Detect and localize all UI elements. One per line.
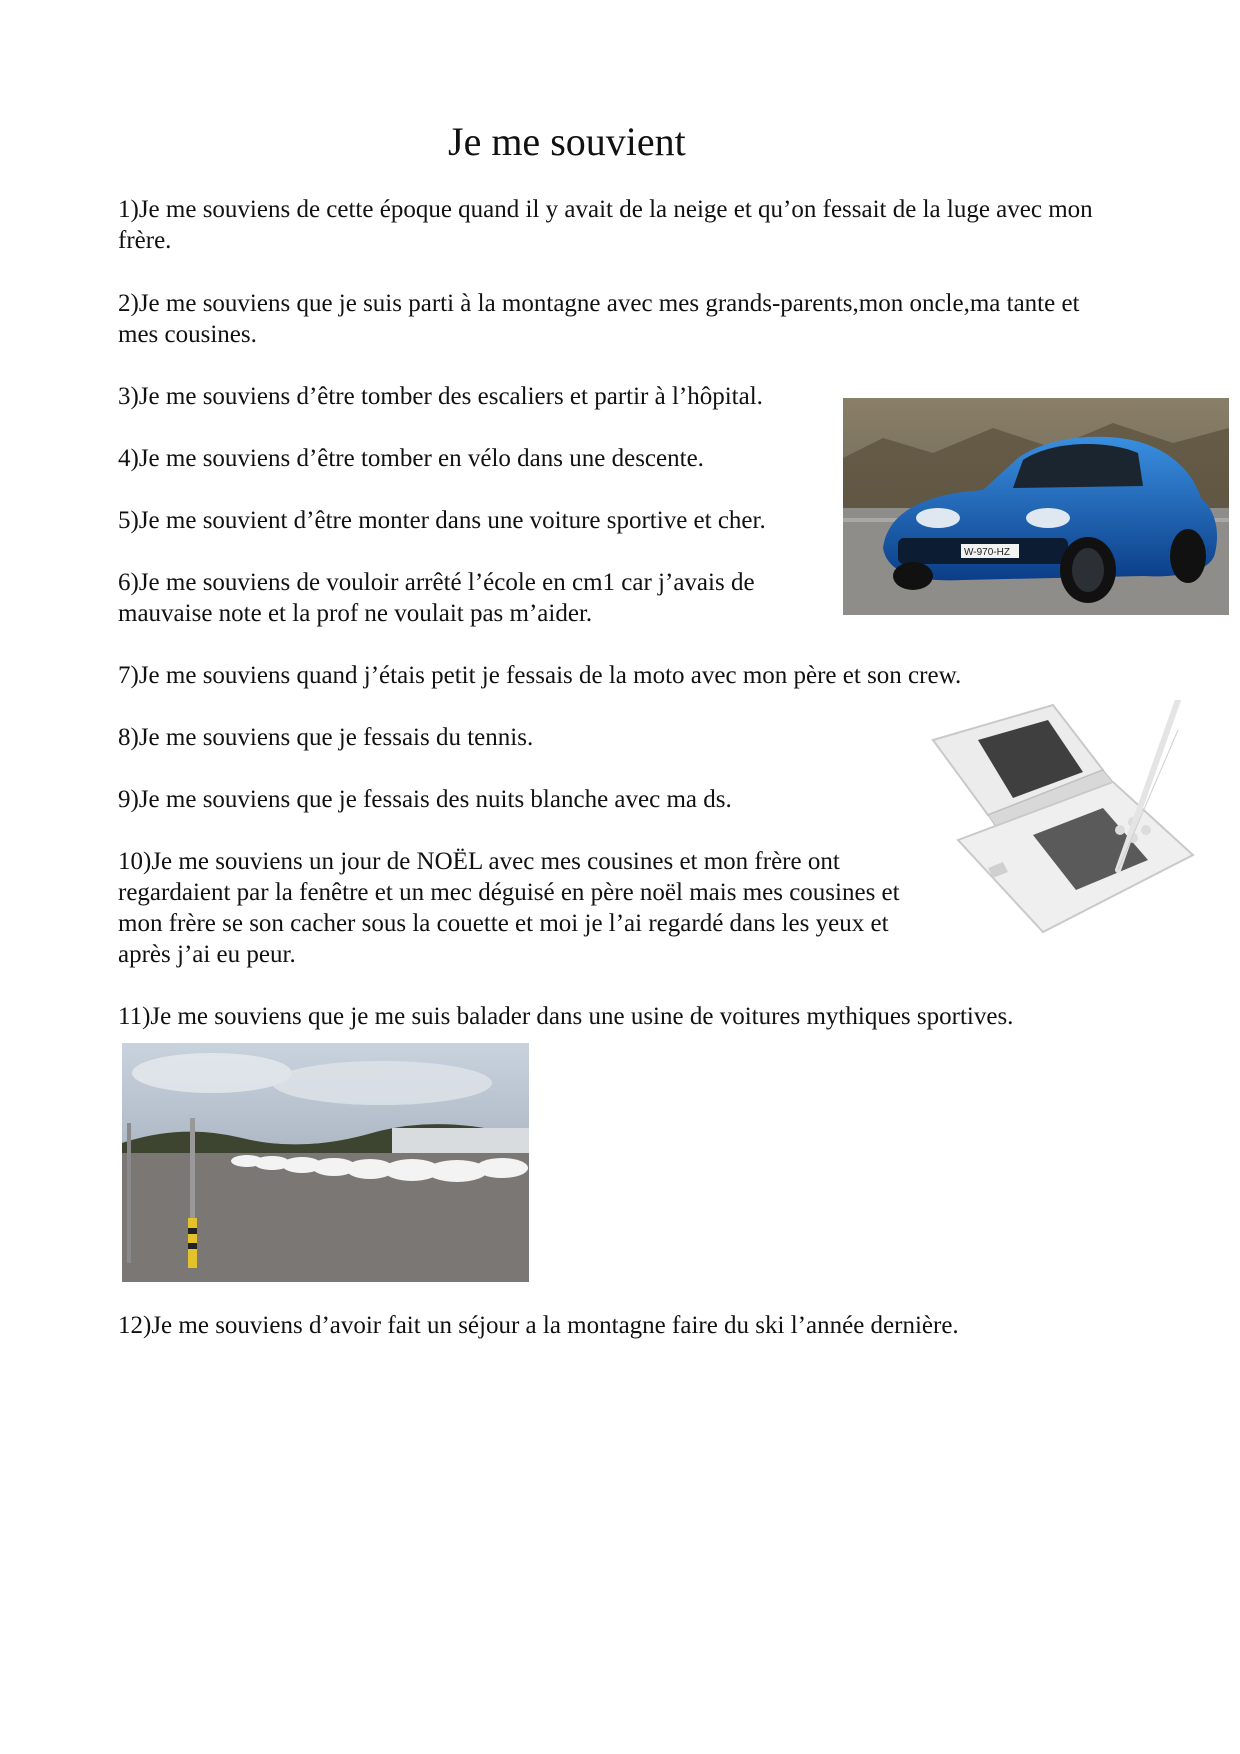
license-plate-text: W-970-HZ [964, 547, 1010, 558]
nintendo-ds-photo [928, 700, 1198, 945]
car-factory-photo [122, 1043, 529, 1282]
paragraph-7: 7)Je me souviens quand j’étais petit je fessais de la moto avec mon père et son crew. [118, 662, 962, 689]
paragraph-5: 5)Je me souvient d’être monter dans une voiture sportive et cher. [118, 507, 766, 534]
paragraph-4: 4)Je me souviens d’être tomber en vélo dans une descente. [118, 445, 704, 472]
paragraph-2: 2)Je me souviens que je suis parti à la montagne avec mes grands-parents,mon oncle,ma tante et mes cousines. [118, 290, 1080, 348]
paragraph-8: 8)Je me souviens que je fessais du tennis. [118, 724, 534, 751]
paragraph-1: 1)Je me souviens de cette époque quand il y avait de la neige et qu’on fessait de la luge avec mon frère. [118, 196, 1093, 254]
paragraph-9: 9)Je me souviens que je fessais des nuits blanche avec ma ds. [118, 786, 732, 813]
page-title: Je me souvient [448, 119, 686, 164]
paragraph-3: 3)Je me souviens d’être tomber des escaliers et partir à l’hôpital. [118, 383, 763, 410]
paragraph-12: 12)Je me souviens d’avoir fait un séjour a la montagne faire du ski l’année dernière. [118, 1312, 959, 1339]
paragraph-10: 10)Je me souviens un jour de NOËL avec mes cousines et mon frère ont regardaient par la fenêtre et un mec déguisé en père noël mais mes cousines et mon frère se son cacher sous la couette et moi je l’ai regardé dans les yeux et après j’ai eu peur. [118, 848, 900, 968]
paragraph-11: 11)Je me souviens que je me suis balader dans une usine de voitures mythiques sportives. [118, 1003, 1014, 1030]
sports-car-photo [843, 398, 1229, 615]
paragraph-6: 6)Je me souviens de vouloir arrêté l’école en cm1 car j’avais de mauvaise note et la prof ne voulait pas m’aider. [118, 569, 755, 627]
